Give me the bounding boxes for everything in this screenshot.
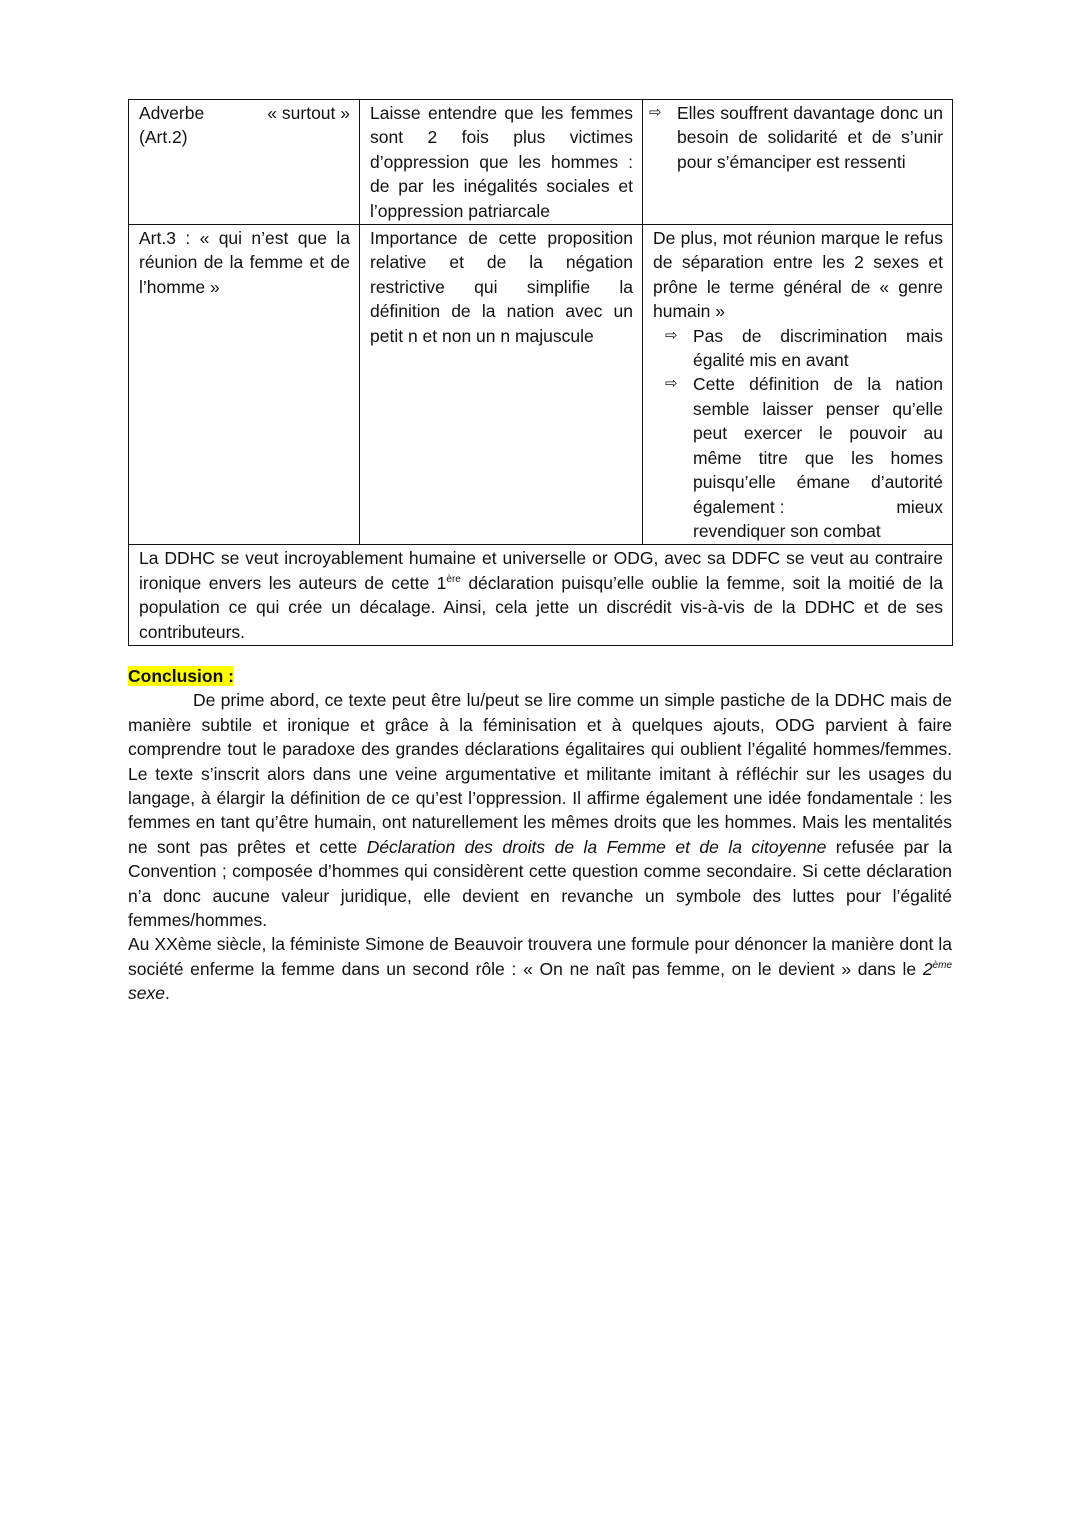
paragraph-text: De prime abord, ce texte peut être lu/peut se lire comme un simple pastiche de la DDHC mais de manière subtile et ironique et grâce à la féminisation et à quelques ajouts, ODG parvient à faire comprendre tout le paradoxe des grandes déclarations égalitaires qui oublient l’égalité hommes/femmes. Le texte s’inscrit alors dans une veine argumentative et militante imitant à réfléchir sur les usages du langage, à élargir la définition de ce qu’est l’oppression. Il affirme également une idée fondamentale : les femmes en tant qu’être humain, ont naturellement les mêmes droits que les hommes. Mais les mentalités ne sont pas prêtes et cette xyxy=(128,690,952,857)
conclusion-heading: Conclusion : xyxy=(128,666,234,686)
summary-text: déclaration puisqu’elle oublie la femme, soit la moitié de la population ce qui crée un décalage. Ainsi, cela jette un discrédit vis-à-vis de la DDHC et de ses contributeurs. xyxy=(139,572,943,642)
list-item-text-part: Cette définition de la nation semble laisser penser qu’elle peut exercer le pouvoir au même titre que les homes puisqu’elle émane d’autorité également : xyxy=(693,374,943,517)
italic-title: sexe xyxy=(128,983,165,1004)
paragraph-text: . xyxy=(164,983,170,1004)
table-cell xyxy=(643,100,953,225)
paragraph-text: Au XXème siècle, la féministe Simone de Beauvoir trouvera une formule pour dénoncer la manière dont la société enferme la femme dans un second rôle : « On ne naît pas femme, on le devient » dans le xyxy=(128,934,952,979)
arrow-icon: ⇨ xyxy=(649,104,662,121)
cell-text: Elles souffrent davantage donc un besoin de solidarité et de s’unir pour s’émanciper est ressenti xyxy=(677,103,943,172)
italic-title: Déclaration des droits de la Femme et de la citoyenne xyxy=(366,836,827,857)
arrow-icon: ⇨ xyxy=(665,375,678,393)
table-row xyxy=(129,100,953,225)
table-cell xyxy=(360,100,643,225)
table-row xyxy=(129,545,953,646)
superscript: ème xyxy=(932,960,952,972)
superscript: ère xyxy=(446,573,461,585)
table-cell xyxy=(360,225,643,545)
list-item-text-part: revendiquer son combat xyxy=(693,520,881,541)
cell-text: De plus, mot réunion marque le refus de séparation entre les 2 sexes et prône le terme général de « genre humain » xyxy=(653,228,943,322)
cell-text: Adverbe xyxy=(139,103,205,123)
table-cell xyxy=(129,225,360,545)
conclusion-paragraph xyxy=(128,688,952,932)
table-row xyxy=(129,225,953,545)
list-item-text: Pas de discrimination mais égalité mis en avant xyxy=(693,325,943,371)
cell-text: Laisse entendre que les femmes sont 2 fois plus victimes d’oppression que les hommes : de par les inégalités sociales et l’oppression patriarcale xyxy=(370,103,633,221)
table-cell xyxy=(129,100,360,225)
conclusion-section xyxy=(128,664,952,1006)
arrow-icon: ⇨ xyxy=(665,326,678,344)
list-item-text-part: mieux xyxy=(896,496,943,517)
cell-text: Art.3 : « qui n’est que la réunion de la femme et de l’homme » xyxy=(139,228,350,297)
conclusion-paragraph xyxy=(128,932,952,1005)
list-item xyxy=(665,372,943,543)
summary-text: La DDHC se veut incroyablement humaine et universelle or ODG, avec sa DDFC se veut au contraire ironique envers les auteurs de cette 1 xyxy=(139,548,943,593)
cell-text: (Art.2) xyxy=(139,127,188,148)
cell-text: Importance de cette proposition relative et de la négation restrictive qui simplifie la définition de la nation avec un petit n et non un n majuscule xyxy=(370,228,633,346)
italic-title: 2 xyxy=(922,958,933,979)
list-item xyxy=(665,324,943,373)
analysis-table xyxy=(128,99,953,646)
list-item-text xyxy=(693,372,943,543)
cell-text: « surtout » xyxy=(267,103,350,123)
table-cell-summary xyxy=(129,545,953,646)
table-cell xyxy=(643,225,953,545)
paragraph-text: refusée par la Convention ; composée d’hommes qui considèrent cette question comme secondaire. Si cette déclaration n’a donc aucune valeur juridique, elle devient en revanche un symbole des luttes pour l’égalité femmes/hommes. xyxy=(128,836,953,931)
